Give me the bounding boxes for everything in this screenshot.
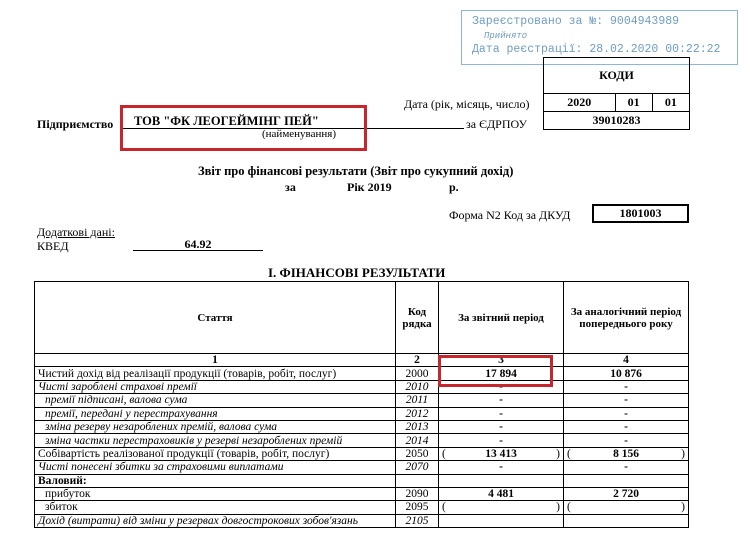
row-article: зміна частки перестраховиків у резерві незароблених премій	[35, 434, 396, 447]
column-number-2: 2	[396, 354, 439, 367]
net-revenue-highlight-box	[438, 355, 553, 387]
row-current-value: ( 13 413 )	[439, 447, 564, 460]
table-header-row	[35, 282, 689, 354]
row-code: 2050	[396, 447, 439, 460]
row-code: 2090	[396, 487, 439, 500]
row-current-value: -	[439, 420, 564, 433]
stamp-accepted: Прийнято	[484, 31, 528, 41]
row-current-value: -	[439, 461, 564, 474]
row-previous-value: -	[564, 461, 689, 474]
codes-date-month: 01	[615, 94, 652, 112]
column-number-1: 1	[35, 354, 396, 367]
row-current-value: ( )	[439, 501, 564, 514]
codes-date-year: 2020	[544, 94, 616, 112]
row-article: премії підписані, валова сума	[35, 394, 396, 407]
row-previous-value: ( )	[564, 501, 689, 514]
row-previous-number: 8 156	[613, 447, 639, 460]
table-row	[35, 434, 689, 447]
enterprise-name-caption: (найменування)	[262, 128, 336, 140]
table-row	[35, 394, 689, 407]
edrpou-label: за ЄДРПОУ	[466, 117, 528, 131]
stamp-registered-number: Зареєстровано за №: 9004943989	[472, 15, 680, 28]
column-number-3: 3	[439, 354, 564, 367]
row-previous-value	[564, 474, 689, 487]
row-article: Дохід (витрати) від зміни у резервах довгострокових зобов'язань	[35, 514, 396, 527]
row-code	[396, 474, 439, 487]
dkud-code: 1801003	[592, 204, 689, 223]
codes-edrpou: 39010283	[544, 112, 690, 130]
row-article: премії, передані у перестрахування	[35, 407, 396, 420]
codes-date-day: 01	[652, 94, 689, 112]
table-row	[35, 487, 689, 500]
form-label: Форма N2 Код за ДКУД	[449, 208, 571, 222]
period-prefix: за	[285, 180, 296, 194]
table-row	[35, 380, 689, 393]
row-previous-value: -	[564, 380, 689, 393]
row-previous-value: ( 8 156 )	[564, 447, 689, 460]
row-previous-value: -	[564, 434, 689, 447]
financial-results-table	[34, 281, 689, 528]
date-label: Дата (рік, місяць, число)	[404, 97, 530, 111]
row-article: Чисті понесені збитки за страховими виплатами	[35, 461, 396, 474]
row-previous-value: -	[564, 420, 689, 433]
row-previous-value: -	[564, 407, 689, 420]
column-number-4: 4	[564, 354, 689, 367]
row-current-value	[439, 474, 564, 487]
row-current-value: -	[439, 407, 564, 420]
section-title: I. ФІНАНСОВІ РЕЗУЛЬТАТИ	[268, 265, 446, 280]
row-previous-value	[564, 514, 689, 527]
row-current-number: 13 413	[485, 447, 517, 460]
table-row	[35, 407, 689, 420]
row-code: 2011	[396, 394, 439, 407]
table-column-numbers-row	[35, 354, 689, 367]
enterprise-name: ТОВ "ФК ЛЕОГЕЙМІНГ ПЕЙ"	[134, 114, 319, 128]
table-row	[35, 367, 689, 380]
row-code: 2000	[396, 367, 439, 380]
row-code: 2095	[396, 501, 439, 514]
row-current-value: -	[439, 394, 564, 407]
period-suffix: р.	[449, 180, 459, 194]
column-header-code: Код рядка	[396, 282, 439, 354]
report-title: Звіт про фінансові результати (Звіт про сукупний дохід)	[198, 164, 514, 178]
table-row	[35, 447, 689, 460]
column-header-current: За звітний період	[439, 282, 564, 354]
row-current-value	[439, 514, 564, 527]
enterprise-label: Підприємство	[37, 117, 114, 131]
table-row	[35, 461, 689, 474]
row-article: Чистий дохід від реалізації продукції (товарів, робіт, послуг)	[35, 367, 396, 380]
column-header-article: Стаття	[35, 282, 396, 354]
extra-data-label: Додаткові дані:	[37, 225, 115, 239]
row-current-value: 4 481	[439, 487, 564, 500]
row-code: 2014	[396, 434, 439, 447]
stamp-registration-date: Дата реєстрації: 28.02.2020 00:22:22	[472, 43, 721, 56]
codes-table	[543, 57, 690, 130]
row-code: 2013	[396, 420, 439, 433]
row-article: Чисті зароблені страхові премії	[35, 380, 396, 393]
row-article: збиток	[35, 501, 396, 514]
column-header-previous: За аналогічний період попереднього року	[564, 282, 689, 354]
table-row	[35, 501, 689, 514]
row-previous-value: 2 720	[564, 487, 689, 500]
table-row	[35, 420, 689, 433]
row-code: 2105	[396, 514, 439, 527]
row-current-value: 17 894	[439, 367, 564, 380]
row-current-value: -	[439, 380, 564, 393]
row-current-value: -	[439, 434, 564, 447]
row-article: прибуток	[35, 487, 396, 500]
row-article: Собівартість реалізованої продукції (товарів, робіт, послуг)	[35, 447, 396, 460]
codes-title: КОДИ	[544, 58, 690, 94]
row-article: Валовий:	[35, 474, 396, 487]
row-code: 2012	[396, 407, 439, 420]
kved-value: 64.92	[133, 237, 263, 251]
table-row	[35, 514, 689, 527]
period-value: Рік 2019	[347, 180, 392, 194]
row-article: зміна резерву незароблених премій, валова сума	[35, 420, 396, 433]
row-code: 2070	[396, 461, 439, 474]
table-row	[35, 474, 689, 487]
row-code: 2010	[396, 380, 439, 393]
row-previous-value: 10 876	[564, 367, 689, 380]
row-previous-value: -	[564, 394, 689, 407]
kved-label: КВЕД	[37, 239, 69, 253]
